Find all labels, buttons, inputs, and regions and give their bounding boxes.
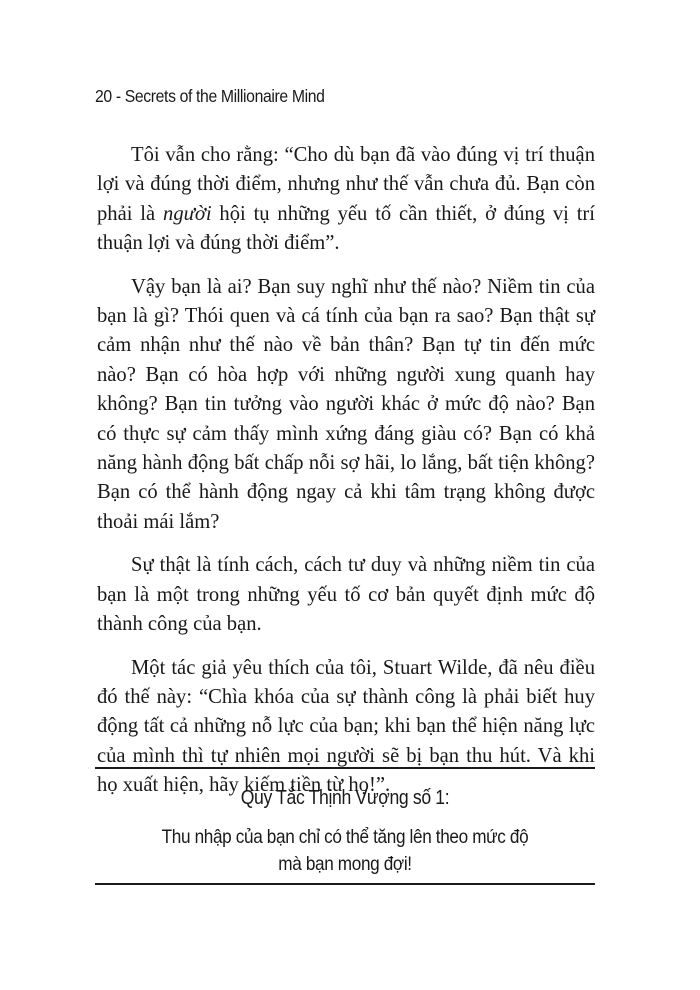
paragraph-2: Vậy bạn là ai? Bạn suy nghĩ như thế nào? Niềm tin của bạn là gì? Thói quen và cá tính của bạn ra sao? Bạn thật sự cảm nhận như thế nào về bản thân? Bạn tự tin đến mức nào? Bạn có hòa hợp với những người xung quanh hay không? Bạn tin tưởng vào người khác ở mức độ nào? Bạn có thực sự cảm thấy mình xứng đáng giàu có? Bạn có khả năng hành động bất chấp nỗi sợ hãi, lo lắng, bất tiện không? Bạn có thể hành động ngay cả khi tâm trạng không được thoải mái lắm? — [97, 275, 595, 533]
paragraph-1-emphasis: người — [163, 202, 212, 225]
wealth-rule-box — [95, 787, 595, 878]
body-text — [97, 141, 595, 815]
rule-top-divider — [95, 767, 595, 769]
paragraph-1-start: Tôi vẫn cho rằng: “Cho dù bạn đã vào đúng vị trí thuận lợi và đúng thời điểm, nhưng như thế vẫn chưa đủ. Bạn còn phải là — [97, 144, 595, 225]
paragraph-3: Sự thật là tính cách, cách tư duy và những niềm tin của bạn là một trong những yếu tố cơ bản quyết định mức độ thành công của bạn. — [97, 554, 595, 636]
wealth-rule-line-2: mà bạn mong đợi! — [278, 853, 412, 875]
rule-bottom-divider — [95, 883, 595, 885]
wealth-rule-line-1: Thu nhập của bạn chỉ có thể tăng lên theo mức độ — [161, 826, 529, 848]
wealth-rule-title: Quy Tắc Thịnh Vượng số 1: — [240, 787, 450, 809]
paragraph-4: Một tác giả yêu thích của tôi, Stuart Wilde, đã nêu điều đó thế này: “Chìa khóa của sự thành công là phải biết huy động tất cả những nỗ lực của bạn; khi bạn thể hiện năng lực của mình thì tự nhiên mọi người sẽ bị bạn thu hút. Và khi họ xuất hiện, hãy kiếm tiền từ họ!”. — [97, 656, 595, 797]
paragraph-1 — [97, 141, 595, 259]
wealth-rule-text — [125, 824, 565, 878]
running-head: 20 - Secrets of the Millionaire Mind — [95, 86, 325, 106]
paragraph-1-end: hội tụ những yếu tố cần thiết, ở đúng vị trí thuận lợi và đúng thời điểm”. — [97, 202, 595, 255]
